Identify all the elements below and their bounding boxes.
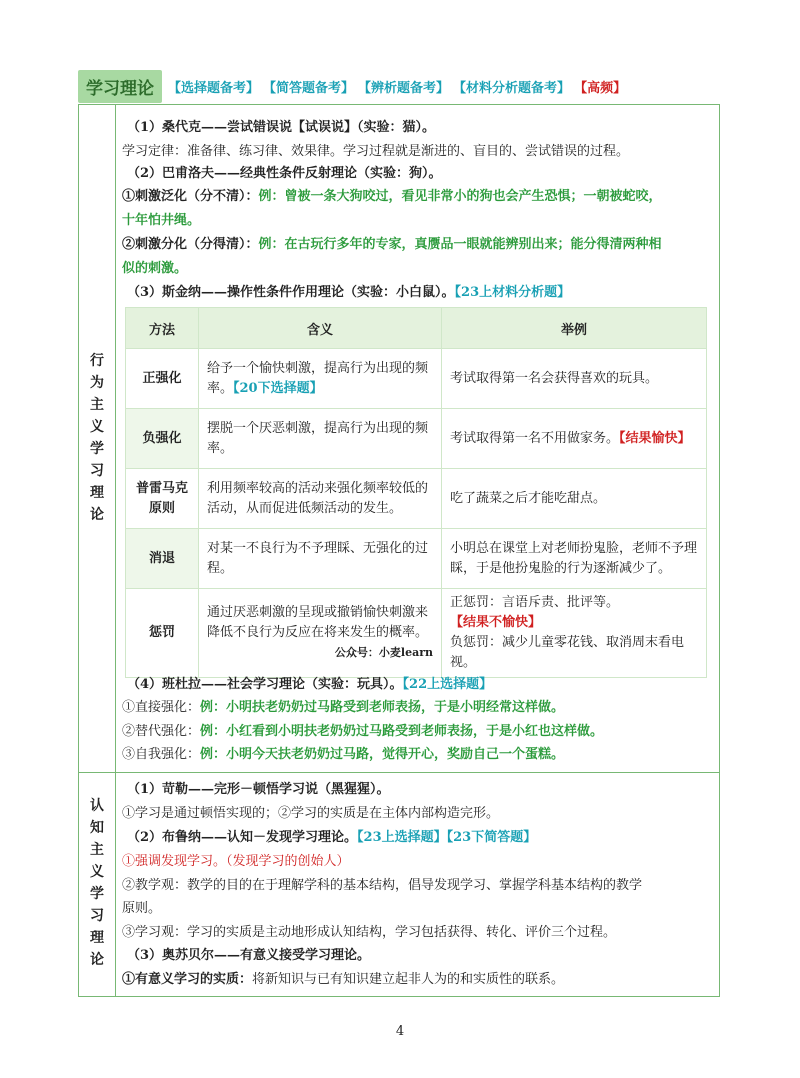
discrimination-example: 例：在古玩行多年的专家，真赝品一眼就能辨别出来；能分得清两种相 [258,237,662,252]
method-cell: 负强化 [126,409,199,469]
teaching-view: ②教学观：教学的目的在于理解学科的基本结构，倡导发现学习、掌握学科基本结构的教学 [122,878,643,893]
example-text-2: 负惩罚：减少儿童零花钱、取消周末看电视。 [450,635,685,670]
label-char: 论 [90,952,104,968]
section-label-behaviorism [79,350,115,526]
direct-reinforcement-label: ①直接强化： [122,700,201,715]
thorndike-laws: 学习定律：准备律、练习律、效果律。学习过程就是渐进的、盲目的、尝试错误的过程。 [122,144,630,159]
example-cell: 考试取得第一名会获得喜欢的玩具。 [442,349,707,409]
generalization-label: ①刺激泛化（分不清）： [122,189,259,204]
meaning-cell: 利用频率较高的活动来强化频率较低的活动，从而促进低频活动的发生。 [199,469,442,529]
label-char: 习 [90,908,104,924]
bandura-tag: 【22上选择题】 [402,677,493,692]
discrimination-label: ②刺激分化（分得清）： [122,237,259,252]
example-tag: 【结果不愉快】 [450,615,542,630]
table-header-example: 举例 [442,308,707,349]
label-char: 习 [90,463,104,479]
label-char: 认 [90,798,104,814]
tag-choice: 【选择题备考】 [168,80,260,96]
label-char: 义 [90,419,104,435]
tag-short-answer: 【简答题备考】 [263,80,355,96]
skinner-table [125,307,707,678]
watermark-note: 公众号：小麦learn [334,646,433,659]
teaching-view-cont: 原则。 [122,901,162,916]
table-row [126,529,707,589]
bruner-tag-1: 【23上选择题】 [357,830,447,845]
ausubel-heading: （3）奥苏贝尔——有意义接受学习理论。 [127,948,371,963]
pavlov-heading: （2）巴甫洛夫——经典性条件反射理论（实验：狗）。 [127,166,442,181]
label-char: 为 [90,375,104,391]
label-char: 主 [90,397,104,413]
meaning-tag: 【20下选择题】 [233,380,323,396]
label-column-divider [115,105,116,996]
vicarious-reinforcement-example: 例：小红看到小明扶老奶奶过马路受到老师表扬，于是小红也这样做。 [200,724,604,739]
meaningful-learning-text: 将新知识与已有知识建立起非人为的和实质性的联系。 [252,972,565,987]
example-cell: 小明总在课堂上对老师扮鬼脸，老师不予理睬，于是他扮鬼脸的行为逐渐减少了。 [442,529,707,589]
example-cell: 吃了蔬菜之后才能吃甜点。 [442,469,707,529]
meaning-cell [199,349,442,409]
label-char: 主 [90,842,104,858]
section-header [78,70,630,102]
page-number: 4 [395,1024,405,1039]
method-cell: 正强化 [126,349,199,409]
label-char: 义 [90,864,104,880]
method-cell: 惩罚 [126,589,199,678]
vicarious-reinforcement-label: ②替代强化： [122,724,201,739]
meaning-text: 通过厌恶刺激的呈现或撤销愉快刺激来降低不良行为反应在将来发生的概率。 [207,605,429,640]
table-header-meaning: 含义 [199,308,442,349]
meaningful-learning-label: ①有意义学习的实质： [122,972,253,987]
kohler-points: ①学习是通过顿悟实现的；②学习的实质是在主体内部构造完形。 [122,806,500,821]
table-row [126,589,707,678]
self-reinforcement-example: 例：小明今天扶老奶奶过马路，觉得开心，奖励自己一个蛋糕。 [200,747,565,762]
tag-high-frequency: 【高频】 [574,80,627,96]
learning-view: ③学习观：学习的实质是主动地形成认知结构，学习包括获得、转化、评价三个过程。 [122,925,617,940]
table-row [126,469,707,529]
example-text: 正惩罚：言语斥责、批评等。 [450,595,620,610]
method-cell: 普雷马克原则 [126,469,199,529]
label-char: 理 [90,930,104,946]
label-char: 学 [90,886,104,902]
meaning-cell [199,589,442,678]
tag-material-analysis: 【材料分析题备考】 [453,80,571,96]
example-cell [442,409,707,469]
meaning-text: 给予一个愉快刺激，提高行为出现的频率。 [207,360,429,396]
skinner-tag: 【23上材料分析题】 [454,285,571,300]
label-char: 行 [90,353,104,369]
example-cell [442,589,707,678]
method-cell: 消退 [126,529,199,589]
meaning-cell: 对某一不良行为不予理睬、无强化的过程。 [199,529,442,589]
meaning-cell: 摆脱一个厌恶刺激，提高行为出现的频率。 [199,409,442,469]
generalization-example: 例：曾被一条大狗咬过，看见非常小的狗也会产生恐惧；一朝被蛇咬， [258,189,662,204]
table-row [126,349,707,409]
direct-reinforcement-example: 例：小明扶老奶奶过马路受到老师表扬，于是小明经常这样做。 [200,700,565,715]
generalization-example-cont: 十年怕井绳。 [122,213,201,228]
label-char: 知 [90,820,104,836]
table-header-method: 方法 [126,308,199,349]
discovery-learning-point: ①强调发现学习。（发现学习的创始人） [122,854,350,869]
label-char: 论 [90,507,104,523]
tag-discrimination: 【辨析题备考】 [358,80,450,96]
section-separator [79,772,719,773]
bruner-heading: （2）布鲁纳——认知－发现学习理论。 [127,830,358,845]
example-text: 考试取得第一名不用做家务。 [450,430,620,446]
label-char: 理 [90,485,104,501]
kohler-heading: （1）苛勒——完形－顿悟学习说（黑猩猩）。 [127,782,390,797]
table-row [126,409,707,469]
thorndike-heading: （1）桑代克——尝试错误说【试误说】（实验：猫）。 [127,120,436,135]
bruner-tag-2: 【23下简答题】 [446,830,537,845]
self-reinforcement-label: ③自我强化： [122,747,201,762]
header-title: 学习理论 [78,70,162,103]
bandura-heading: （4）班杜拉——社会学习理论（实验：玩具）。 [127,677,403,692]
example-tag: 【结果愉快】 [619,430,691,446]
section-label-cognitivism [79,795,115,971]
skinner-heading: （3）斯金纳——操作性条件作用理论（实验：小白鼠）。 [127,285,455,300]
discrimination-example-cont: 似的刺激。 [122,261,188,276]
label-char: 学 [90,441,104,457]
